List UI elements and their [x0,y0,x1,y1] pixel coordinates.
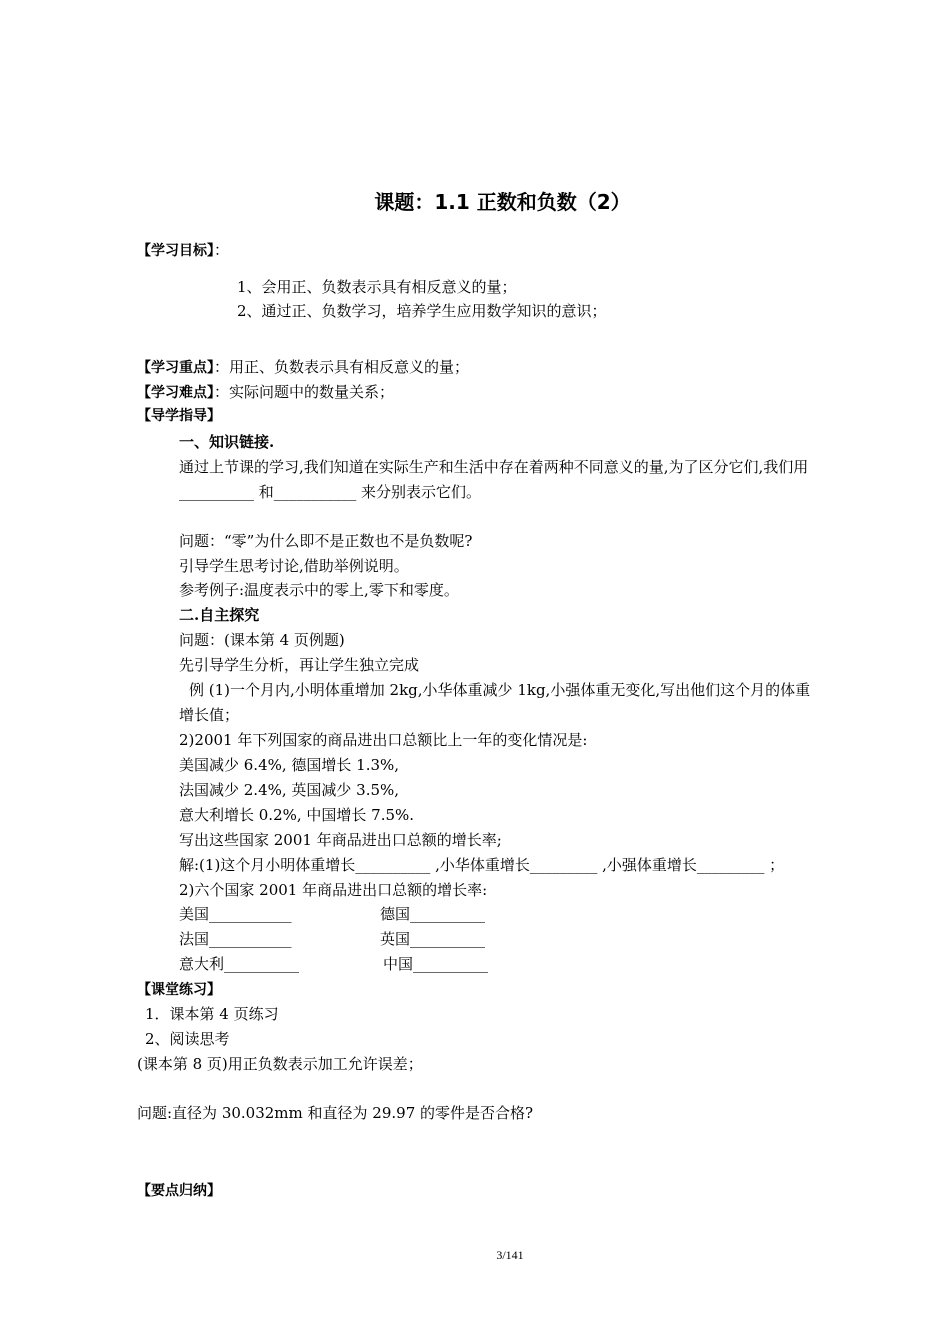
data-line-2: 法国减少 2.4%, 英国减少 3.5%, [179,781,400,799]
key-point-row [137,356,469,379]
example1-line2: 增长值； [179,706,240,724]
page-number: 3/141 [496,1248,524,1262]
difficulty-row [137,381,394,404]
practice-question: 问题:直径为 30.032mm 和直径为 29.97 的零件是否合格? [137,1104,534,1122]
practice-heading: 【课堂练习】 [137,982,221,998]
objectives-sep: ： [214,241,230,259]
task-text: 写出这些国家 2001 年商品进出口总额的增长率; [179,831,502,849]
blank-france: 法国___________ [179,930,292,948]
practice-item-1: 1．课本第 4 页练习 [145,1005,279,1023]
guide-discussion: 引导学生思考讨论,借助举例说明。 [179,557,409,575]
example1-line1: 例 (1)一个月内,小明体重增加 2kg,小华体重减少 1kg,小强体重无变化,写出他们这个月的体重 [189,681,811,699]
solution-line-1: 解:(1)这个月小明体重增长__________ ,小华体重增长_________ ,小强体重增长_________ ； [179,856,785,874]
solution-line-2: 2)六个国家 2001 年商品进出口总额的增长率: [179,881,488,899]
paragraph1-line1: 通过上节课的学习,我们知道在实际生产和生活中存在着两种不同意义的量,为了区分它们,我们用 [179,458,809,476]
difficulty-text: ：实际问题中的数量关系； [214,383,395,401]
guide-heading: 【导学指导】 [137,408,221,424]
section2-title: 二.自主探究 [179,606,260,624]
paragraph1-line2: __________ 和___________ 来分别表示它们。 [179,483,482,501]
blank-germany: 德国__________ [380,905,486,923]
reading-text: (课本第 8 页)用正负数表示加工允许误差； [137,1055,423,1073]
practice-item-2: 2、阅读思考 [145,1030,230,1048]
difficulty-heading: 【学习难点】 [137,385,214,401]
objectives-row [137,239,229,262]
objective-item-2: 2、通过正、负数学习，培养学生应用数学知识的意识； [237,302,607,320]
data-line-3: 意大利增长 0.2%, 中国增长 7.5%. [179,806,415,824]
question-textbook: 问题：(课本第 4 页例题) [179,631,345,649]
objective-item-1: 1、会用正、负数表示具有相反意义的量； [237,278,517,296]
summary-heading: 【要点归纳】 [137,1183,221,1199]
blank-uk: 英国__________ [380,930,486,948]
reference-example: 参考例子:温度表示中的零上,零下和零度。 [179,581,459,599]
key-point-text: ：用正、负数表示具有相反意义的量； [214,358,470,376]
data-line-1: 美国减少 6.4%, 德国增长 1.3%, [179,756,400,774]
example2-text: 2)2001 年下列国家的商品进出口总额比上一年的变化情况是: [179,731,588,749]
question-zero: 问题：“零”为什么即不是正数也不是负数呢? [179,532,473,550]
blank-usa: 美国___________ [179,905,292,923]
section1-title: 一、知识链接. [179,433,275,451]
instruction-text: 先引导学生分析，再让学生独立完成 [179,656,420,674]
blank-china: 中国__________ [383,955,489,973]
page-title: 课题：1.1 正数和负数（2） [374,190,631,214]
objectives-heading: 【学习目标】 [137,243,214,259]
blank-italy: 意大利__________ [179,955,300,973]
key-point-heading: 【学习重点】 [137,360,214,376]
